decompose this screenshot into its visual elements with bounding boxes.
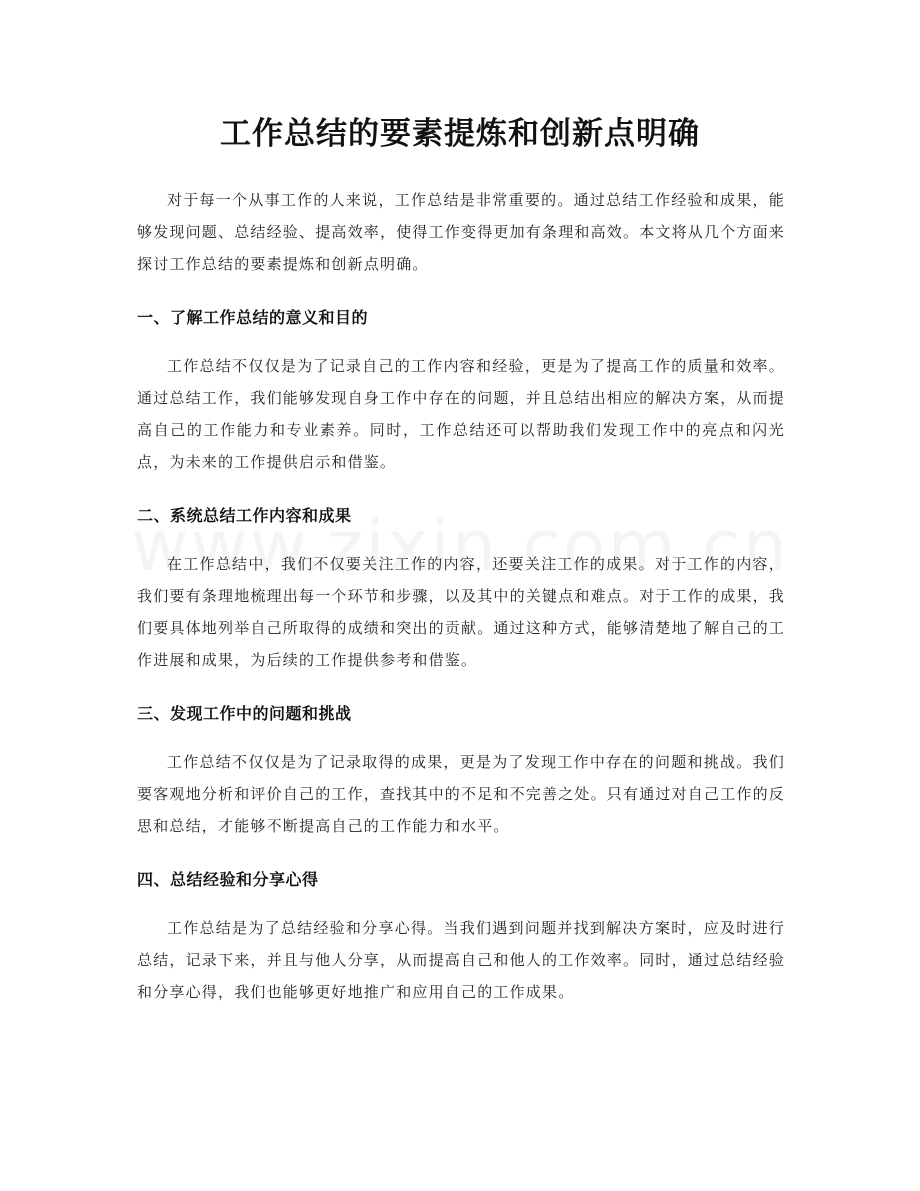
section-paragraph-4: 工作总结是为了总结经验和分享心得。当我们遇到问题并找到解决方案时，应及时进行总结，记录下来，并且与他人分享，从而提高自己和他人的工作效率。同时，通过总结经验和分享心得，我们也能够更好地推广和应用自己的工作成果。: [137, 919, 786, 1001]
section-paragraph-3: 工作总结不仅仅是为了记录取得的成果，更是为了发现工作中存在的问题和挑战。我们要客观地分析和评价自己的工作，查找其中的不足和不完善之处。只有通过对自己工作的反思和总结，才能够不断提高自己的工作能力和水平。: [137, 753, 786, 835]
section-heading-3: 三、发现工作中的问题和挑战: [137, 704, 352, 723]
section-heading-1: 一、了解工作总结的意义和目的: [137, 308, 369, 327]
section-paragraph-2: 在工作总结中，我们不仅要关注工作的内容，还要关注工作的成果。对于工作的内容，我们要有条理地梳理出每一个环节和步骤，以及其中的关键点和难点。对于工作的成果，我们要具体地列举自己所取得的成绩和突出的贡献。通过这种方式，能够清楚地了解自己的工作进展和成果，为后续的工作提供参考和借鉴。: [137, 555, 786, 669]
section-heading-2: 二、系统总结工作内容和成果: [137, 506, 352, 525]
document-title: 工作总结的要素提炼和创新点明确: [220, 116, 700, 152]
document-body: [137, 184, 785, 1032]
section-paragraph-1: 工作总结不仅仅是为了记录自己的工作内容和经验，更是为了提高工作的质量和效率。通过总结工作，我们能够发现自身工作中存在的问题，并且总结出相应的解决方案，从而提高自己的工作能力和专业素养。同时，工作总结还可以帮助我们发现工作中的亮点和闪光点，为未来的工作提供启示和借鉴。: [137, 357, 786, 471]
intro-paragraph: 对于每一个从事工作的人来说，工作总结是非常重要的。通过总结工作经验和成果，能够发现问题、总结经验、提高效率，使得工作变得更加有条理和高效。本文将从几个方面来探讨工作总结的要素提炼和创新点明确。: [137, 191, 786, 273]
section-heading-4: 四、总结经验和分享心得: [137, 870, 319, 889]
